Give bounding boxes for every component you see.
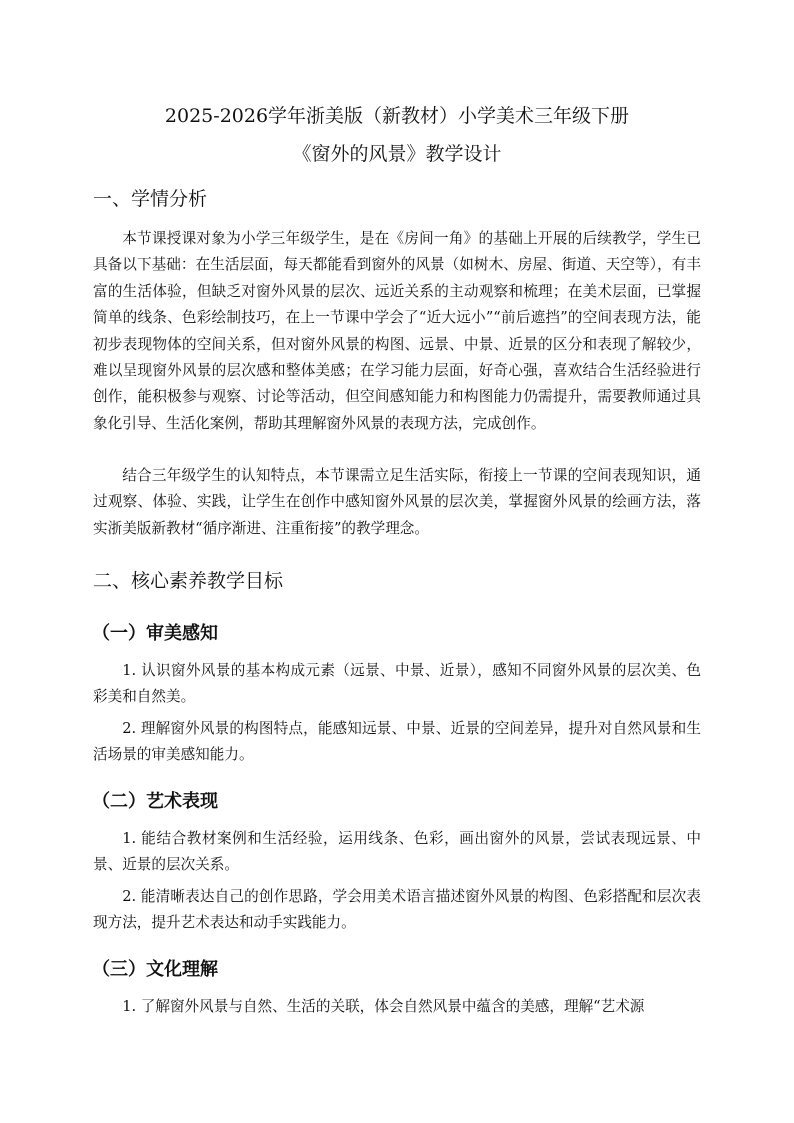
section-heading-analysis: 一、学情分析 <box>93 188 208 210</box>
section-heading-goals: 二、核心素养教学目标 <box>93 570 284 592</box>
goal-aesthetic-item-1: 1. 认识窗外风景的基本构成元素（远景、中景、近景），感知不同窗外风景的层次美、色彩美和自然美。 <box>93 662 701 706</box>
document-title-line2: 《窗外的风景》教学设计 <box>292 143 502 165</box>
subheading-aesthetic-perception: （一）审美感知 <box>92 623 218 644</box>
document-page <box>93 0 701 1123</box>
goal-artistic-item-2: 2. 能清晰表达自己的创作思路，学会用美术语言描述窗外风景的构图、色彩搭配和层次表现方法，提升艺术表达和动手实践能力。 <box>93 888 701 932</box>
goal-cultural-item-1: 1. 了解窗外风景与自然、生活的关联，体会自然风景中蕴含的美感，理解“艺术源 <box>122 998 645 1015</box>
analysis-paragraph-2: 结合三年级学生的认知特点，本节课需立足生活实际，衔接上一节课的空间表现知识，通过观察、体验、实践，让学生在创作中感知窗外风景的层次美，掌握窗外风景的绘画方法，落实浙美版新教材“循序渐进、注重衔接”的教学理念。 <box>93 467 701 537</box>
subheading-cultural-understanding: （三）文化理解 <box>92 959 218 980</box>
analysis-paragraph-1: 本节课授课对象为小学三年级学生，是在《房间一角》的基础上开展的后续教学，学生已具备以下基础：在生活层面，每天都能看到窗外的风景（如树木、房屋、街道、天空等），有丰富的生活体验，但缺乏对窗外风景的层次、远近关系的主动观察和梳理；在美术层面，已掌握简单的线条、色彩绘制技巧，在上一节课中学会了“近大远小”“前后遮挡”的空间表现方法，能初步表现物体的空间关系，但对窗外风景的构图、远景、中景、近景的区分和表现了解较少，难以呈现窗外风景的层次感和整体美感；在学习能力层面，好奇心强，喜欢结合生活经验进行创作，能积极参与观察、讨论等活动，但空间感知能力和构图能力仍需提升，需要教师通过具象化引导、生活化案例，帮助其理解窗外风景的表现方法，完成创作。 <box>93 230 701 432</box>
goal-artistic-item-1: 1. 能结合教材案例和生活经验，运用线条、色彩，画出窗外的风景，尝试表现远景、中景、近景的层次关系。 <box>93 830 701 874</box>
goal-aesthetic-item-2: 2. 理解窗外风景的构图特点，能感知远景、中景、近景的空间差异，提升对自然风景和生活场景的审美感知能力。 <box>93 720 701 764</box>
document-title-line1: 2025-2026学年浙美版（新教材）小学美术三年级下册 <box>164 105 630 127</box>
subheading-artistic-expression: （二）艺术表现 <box>92 791 218 812</box>
